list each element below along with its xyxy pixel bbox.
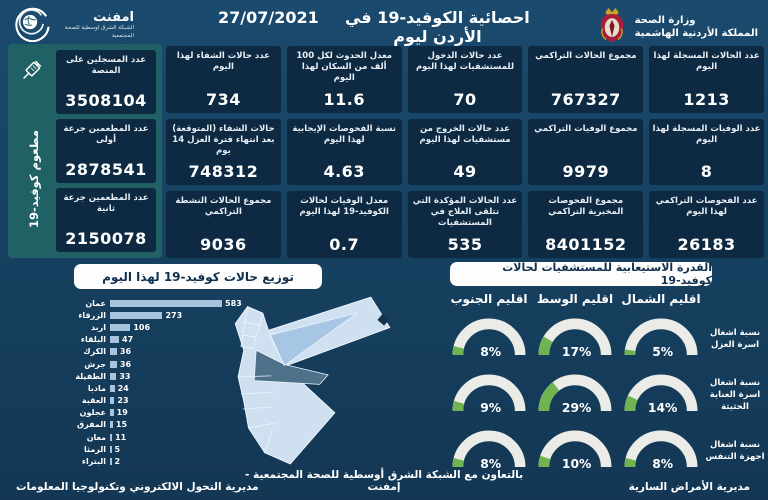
- moh-subtitle: المملكة الأردنية الهاشمية: [634, 28, 758, 39]
- svg-text:10%: 10%: [561, 456, 592, 471]
- stat-box-c2-r2-value: 535: [447, 234, 483, 254]
- stat-box-c0-r2: [649, 191, 764, 258]
- stat-box-c3-r1-label: نسبة الفحوصات الإيجابية لهذا اليوم: [292, 123, 396, 145]
- bar-value-label: 19: [116, 408, 128, 418]
- svg-text:8%: 8%: [652, 456, 674, 471]
- bar-category-label: مادبا: [87, 383, 106, 393]
- stat-box-c2-r0-label: عدد حالات الدخول للمستشفيات لهذا اليوم: [415, 51, 515, 73]
- gauge-اقليم الشمال-row1: [618, 368, 704, 424]
- ministry-of-health-logo: [595, 6, 758, 48]
- stat-box-c4-r2-label: مجموع الحالات النشطة التراكمي: [175, 196, 272, 218]
- gauge-chart: [620, 424, 702, 474]
- stat-box-c2-r0: [408, 46, 523, 113]
- stat-box-c3-r0-label: معدل الحدوث لكل 100 ألف من السكان لهذا اليوم: [296, 51, 393, 84]
- stat-box-c0-r0-value: 1213: [683, 89, 730, 109]
- bar: [110, 458, 112, 465]
- stat-box-c0-r0-label: عدد الحالات المسجلة لهذا اليوم: [653, 51, 760, 73]
- gauge-chart: [620, 312, 702, 362]
- stat-box-c4-r1: [166, 119, 281, 186]
- bar: [110, 385, 115, 392]
- svg-text:8%: 8%: [480, 344, 502, 359]
- vaccination-panel: [8, 44, 162, 258]
- bar-value-label: 15: [115, 420, 128, 430]
- bar-chart-title: توزيع حالات كوفيد-19 لهذا اليوم: [74, 264, 322, 289]
- stat-box-c1-r2-value: 8401152: [545, 234, 627, 254]
- jordan-map: [222, 288, 440, 480]
- vaccination-side-label: مطعوم كوفيد-19: [27, 130, 41, 229]
- gauge-chart: [534, 368, 616, 418]
- bar: [110, 434, 112, 441]
- bar-category-label: المفرق: [77, 420, 106, 430]
- bar-category-label: الرمثا: [84, 444, 106, 454]
- bar-category-label: الزرقاء: [78, 310, 106, 320]
- stat-box-c4-r2: [166, 191, 281, 258]
- capacity-row-label-0: نسبة اشغال اسرة العزل: [709, 328, 761, 350]
- gauge-اقليم الجنوب-row1: [446, 368, 532, 424]
- bar-category-label: عجلون: [79, 408, 106, 418]
- gauge-اقليم الشمال-row2: [618, 424, 704, 480]
- vaccination-stat-1-label: عدد المطعمين جرعة أولى: [63, 124, 149, 146]
- stat-box-c0-r1: [649, 119, 764, 186]
- bar: [110, 361, 117, 368]
- stat-box-c4-r0-value: 734: [205, 89, 241, 109]
- capacity-section-title: القدرة الاستيعابية للمستشفيات لحالات كوفيد-19: [450, 262, 712, 286]
- stat-box-c1-r0-value: 767327: [550, 89, 621, 109]
- bar-category-label: معان: [86, 432, 106, 442]
- stat-box-c0-r0: [649, 46, 764, 113]
- report-date: 27/07/2021: [218, 8, 319, 27]
- stats-grid: [166, 46, 764, 258]
- bar: [110, 348, 117, 355]
- emphnet-subtitle: الشبكة الشرق اوسطية للصحة المجتمعية: [64, 25, 134, 39]
- vaccination-stat-0-value: 3508104: [65, 91, 147, 110]
- stat-box-c1-r1-label: مجموع الوفيات التراكمي: [534, 123, 638, 134]
- svg-text:9%: 9%: [480, 400, 502, 415]
- bar: [110, 324, 130, 331]
- footer-communicable-diseases: مديرية الأمراض السارية: [628, 481, 750, 493]
- syringe-icon: [16, 56, 46, 90]
- stat-box-c1-r1: [528, 119, 643, 186]
- bar-value-label: 273: [165, 310, 183, 320]
- stat-box-c3-r2-label: معدل الوفيات لحالات الكوفيد-19 لهذا اليوم: [299, 196, 389, 218]
- stat-box-c0-r1-label: عدد الوفيات المسجلة لهذا اليوم: [652, 123, 761, 145]
- stat-box-c2-r2: [408, 191, 523, 258]
- svg-text:5%: 5%: [652, 344, 674, 359]
- gauge-اقليم الوسط-row0: [532, 312, 618, 368]
- bar-value-label: 583: [225, 298, 242, 308]
- stat-box-c2-r1: [408, 119, 523, 186]
- stat-box-c2-r1-label: عدد حالات الخروج من مستشفيات لهذا اليوم: [419, 123, 511, 145]
- bar: [110, 409, 114, 416]
- emphnet-logo: [12, 4, 134, 46]
- svg-text:29%: 29%: [561, 400, 592, 415]
- gauge-chart: [534, 424, 616, 474]
- stat-box-c1-r1-value: 9979: [562, 162, 610, 182]
- bar: [110, 446, 112, 453]
- bar-category-label: الكرك: [83, 347, 106, 357]
- bar-value-label: 23: [117, 396, 129, 406]
- footer-it-directorate: مديرية التحول الالكتروني وتكنولوجيا المعلومات: [16, 481, 259, 493]
- vaccination-stat-2: [56, 188, 156, 252]
- gauge-chart: [534, 312, 616, 362]
- page-title-text: احصائية الكوفيد-19 في الأردن ليوم: [344, 8, 530, 46]
- footer-collaboration: بالتعاون مع الشبكة الشرق أوسطية للصحة المجتمعية - إمفنت: [244, 469, 524, 493]
- emphnet-globe-icon: [12, 4, 50, 46]
- bar: [110, 336, 119, 343]
- stat-box-c4-r2-value: 9036: [200, 234, 247, 254]
- stat-box-c0-r2-label: عدد الفحوصات التراكمي لهذا اليوم: [655, 196, 758, 218]
- capacity-row-label-2: نسبة اشغال اجهزة التنفس: [705, 440, 765, 462]
- svg-text:14%: 14%: [647, 400, 678, 415]
- region-header-1: اقليم الوسط: [536, 292, 614, 306]
- gauge-chart: [448, 312, 530, 362]
- gauge-chart: [448, 424, 530, 474]
- moh-name: وزارة الصحة: [634, 14, 696, 26]
- capacity-gauge-grid: [446, 292, 704, 480]
- bar: [110, 300, 222, 307]
- stat-box-c4-r1-label: حالات الشفاء (المتوقعة) بعد انتهاء فترة العزل 14 يوم: [172, 123, 275, 156]
- stat-box-c4-r0-label: عدد حالات الشفاء لهذا اليوم: [176, 51, 270, 73]
- vaccination-stat-2-label: عدد المطعمين جرعة ثانية: [63, 193, 149, 215]
- svg-text:8%: 8%: [480, 456, 502, 471]
- stat-box-c3-r1-value: 4.63: [323, 162, 365, 182]
- capacity-row-labels: [704, 312, 766, 480]
- bar-value-label: 5: [114, 444, 121, 454]
- vaccination-stat-1-value: 2878541: [65, 160, 147, 179]
- stat-box-c0-r1-value: 8: [700, 162, 713, 182]
- bar: [110, 421, 113, 428]
- bar-category-label: جرش: [84, 359, 106, 369]
- stat-box-c2-r2-label: عدد الحالات المؤكدة التي تتلقى العلاج في المستشفيات: [412, 196, 518, 229]
- gauge-اقليم الوسط-row1: [532, 368, 618, 424]
- bar-category-label: اربد: [91, 322, 106, 332]
- bar-category-label: البتراء: [81, 457, 106, 467]
- gauge-اقليم الوسط-row2: [532, 424, 618, 480]
- bar-value-label: 36: [119, 347, 132, 357]
- gauge-chart: [448, 368, 530, 418]
- bar-value-label: 33: [119, 371, 131, 381]
- stat-box-c1-r2-label: مجموع الفحوصات المخبرية التراكمي: [548, 196, 624, 218]
- bar: [110, 373, 116, 380]
- gauge-chart: [620, 368, 702, 418]
- bar-category-label: الطفيلة: [75, 371, 106, 381]
- emphnet-name: امفنت: [93, 10, 134, 26]
- stat-box-c3-r0-value: 11.6: [323, 89, 365, 109]
- gauge-اقليم الشمال-row0: [618, 312, 704, 368]
- bar-value-label: 106: [133, 322, 151, 332]
- bar-category-label: البلقاء: [80, 335, 106, 345]
- bar-value-label: 11: [115, 432, 127, 442]
- region-header-0: اقليم الشمال: [621, 292, 701, 306]
- vaccination-stat-1: [56, 119, 156, 183]
- stat-box-c0-r2-value: 26183: [677, 234, 736, 254]
- bar-value-label: 36: [119, 359, 132, 369]
- stat-box-c3-r2-value: 0.7: [329, 234, 360, 254]
- bar: [110, 397, 114, 404]
- stat-box-c2-r1-value: 49: [453, 162, 477, 182]
- stat-box-c4-r1-value: 748312: [188, 162, 259, 182]
- stat-box-c3-r1: [287, 119, 402, 186]
- svg-text:17%: 17%: [561, 344, 592, 359]
- bar: [110, 312, 162, 319]
- vaccination-strip: [8, 44, 54, 258]
- region-header-2: اقليم الجنوب: [450, 292, 528, 306]
- vaccination-stat-0: [56, 50, 156, 114]
- vaccination-stat-0-label: عدد المسجلين على المنصة: [65, 55, 147, 77]
- jordan-crest-icon: [595, 6, 629, 48]
- capacity-row-label-1: نسبة اشغال اسرة العناية الحثيثة: [709, 378, 761, 412]
- stat-box-c4-r0: [166, 46, 281, 113]
- gauge-اقليم الجنوب-row0: [446, 312, 532, 368]
- vaccination-boxes: [56, 50, 156, 252]
- bar-value-label: 2: [114, 457, 121, 467]
- vaccination-stat-2-value: 2150078: [65, 229, 147, 248]
- bar-value-label: 24: [117, 383, 129, 393]
- stat-box-c1-r2: [528, 191, 643, 258]
- bar-category-label: عمان: [85, 298, 106, 308]
- stat-box-c3-r0: [287, 46, 402, 113]
- stat-box-c2-r0-value: 70: [453, 89, 477, 109]
- stat-box-c3-r2: [287, 191, 402, 258]
- bar-value-label: 47: [122, 335, 134, 345]
- stat-box-c1-r0: [528, 46, 643, 113]
- page-title: [218, 8, 548, 46]
- stat-box-c1-r0-label: مجموع الحالات التراكمي: [535, 51, 637, 61]
- bar-category-label: العقبة: [81, 396, 106, 406]
